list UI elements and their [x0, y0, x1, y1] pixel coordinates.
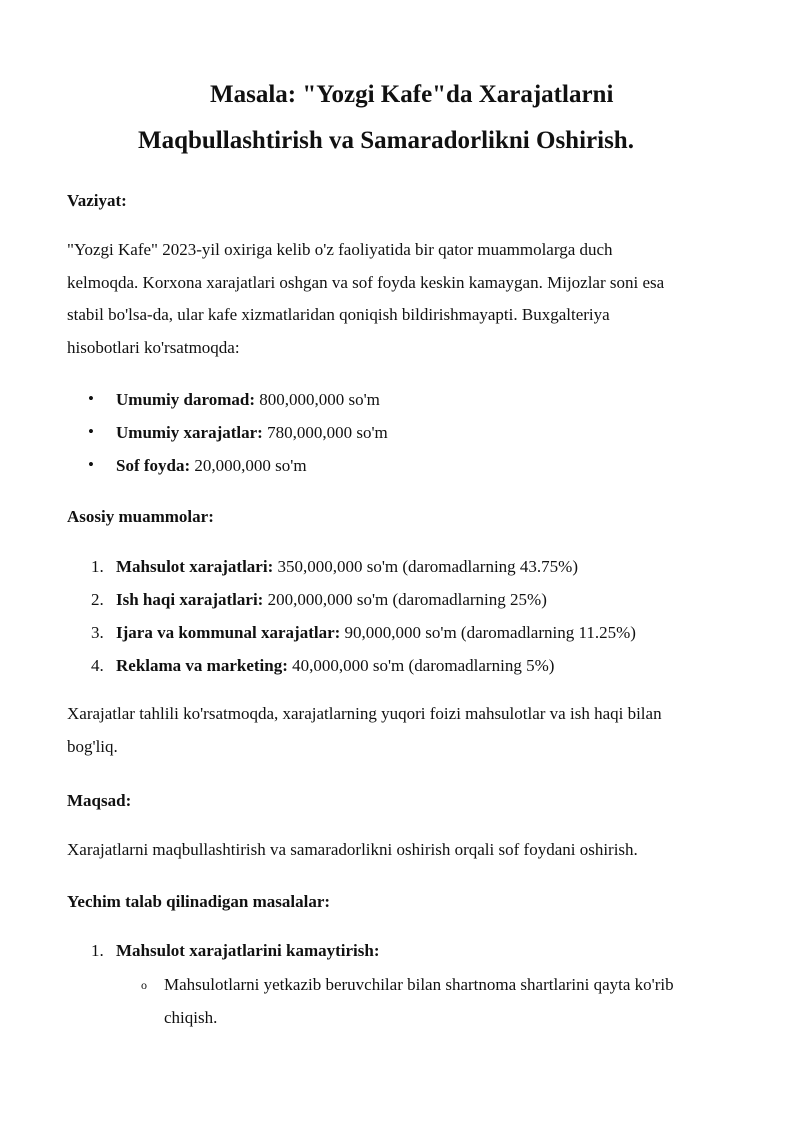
- sub-item-line: Mahsulotlarni yetkazib beruvchilar bilan shartnoma shartlarini qayta ko'rib: [164, 975, 674, 994]
- document-title-line-2: Maqbullashtirish va Samaradorlikni Oshirish.: [138, 127, 634, 154]
- goal-paragraph: [67, 834, 735, 867]
- item-number: 2.: [91, 590, 104, 609]
- analysis-line: bog'liq.: [67, 736, 118, 756]
- item-label: Sof foyda:: [116, 456, 191, 475]
- problems-list: [67, 558, 636, 690]
- bullet-icon: •: [88, 422, 94, 441]
- tasks-sublist: [141, 969, 674, 1034]
- situation-line: kelmoqda. Korxona xarajatlari oshgan va sof foyda keskin kamaygan. Mijozlar soni esa: [67, 272, 665, 292]
- item-label: Umumiy xarajatlar:: [116, 423, 263, 442]
- list-item: [67, 657, 636, 690]
- problems-heading: Asosiy muammolar:: [67, 507, 214, 526]
- list-item: [67, 558, 636, 591]
- situation-line: "Yozgi Kafe" 2023-yil oxiriga kelib o'z faoliyatida bir qator muammolarga duch: [67, 240, 613, 259]
- financial-summary-list: [67, 391, 388, 490]
- item-number: 1.: [91, 557, 104, 576]
- item-label: Ijara va kommunal xarajatlar:: [116, 623, 341, 642]
- list-item: [67, 391, 388, 424]
- situation-line: stabil bo'lsa-da, ular kafe xizmatlaridan qoniqish bildirishmayapti. Buxgalteriya: [67, 305, 610, 324]
- goal-heading: Maqsad:: [67, 791, 132, 810]
- item-value: 780,000,000 so'm: [262, 423, 388, 442]
- item-number: 3.: [91, 623, 104, 642]
- analysis-line: Xarajatlar tahlili ko'rsatmoqda, xarajatlarning yuqori foizi mahsulotlar va ish haqi bilan: [67, 704, 662, 723]
- item-value: 20,000,000 so'm: [190, 456, 307, 475]
- item-label: Umumiy daromad:: [116, 390, 255, 409]
- situation-paragraph: [67, 234, 735, 364]
- item-label: Mahsulot xarajatlari:: [116, 557, 274, 576]
- list-item: [67, 457, 388, 490]
- item-number: 1.: [91, 941, 104, 960]
- bullet-icon: •: [88, 389, 94, 408]
- situation-line: hisobotlari ko'rsatmoqda:: [67, 337, 240, 357]
- sub-item-line: chiqish.: [164, 1007, 218, 1027]
- analysis-paragraph: [67, 698, 735, 763]
- item-value: 90,000,000 so'm (daromadlarning 11.25%): [340, 623, 636, 642]
- list-item: [67, 591, 636, 624]
- item-label: Reklama va marketing:: [116, 656, 288, 675]
- item-value: 200,000,000 so'm (daromadlarning 25%): [263, 590, 547, 609]
- list-item: [67, 424, 388, 457]
- item-value: 40,000,000 so'm (daromadlarning 5%): [287, 656, 555, 675]
- item-label: Ish haqi xarajatlari:: [116, 590, 264, 609]
- item-number: 4.: [91, 656, 104, 675]
- item-value: 350,000,000 so'm (daromadlarning 43.75%): [273, 557, 578, 576]
- list-item: [67, 624, 636, 657]
- list-item: [141, 969, 674, 1034]
- document-title-line-1: Masala: "Yozgi Kafe"da Xarajatlarni: [210, 81, 614, 108]
- item-label: Mahsulot xarajatlarini kamaytirish:: [116, 941, 380, 960]
- tasks-heading: Yechim talab qilinadigan masalalar:: [67, 892, 331, 911]
- bullet-icon: •: [88, 455, 94, 474]
- circle-bullet-icon: o: [141, 978, 147, 992]
- item-value: 800,000,000 so'm: [255, 390, 380, 409]
- goal-text: Xarajatlarni maqbullashtirish va samaradorlikni oshirish orqali sof foydani oshirish.: [67, 840, 638, 859]
- situation-heading: Vaziyat:: [67, 191, 127, 210]
